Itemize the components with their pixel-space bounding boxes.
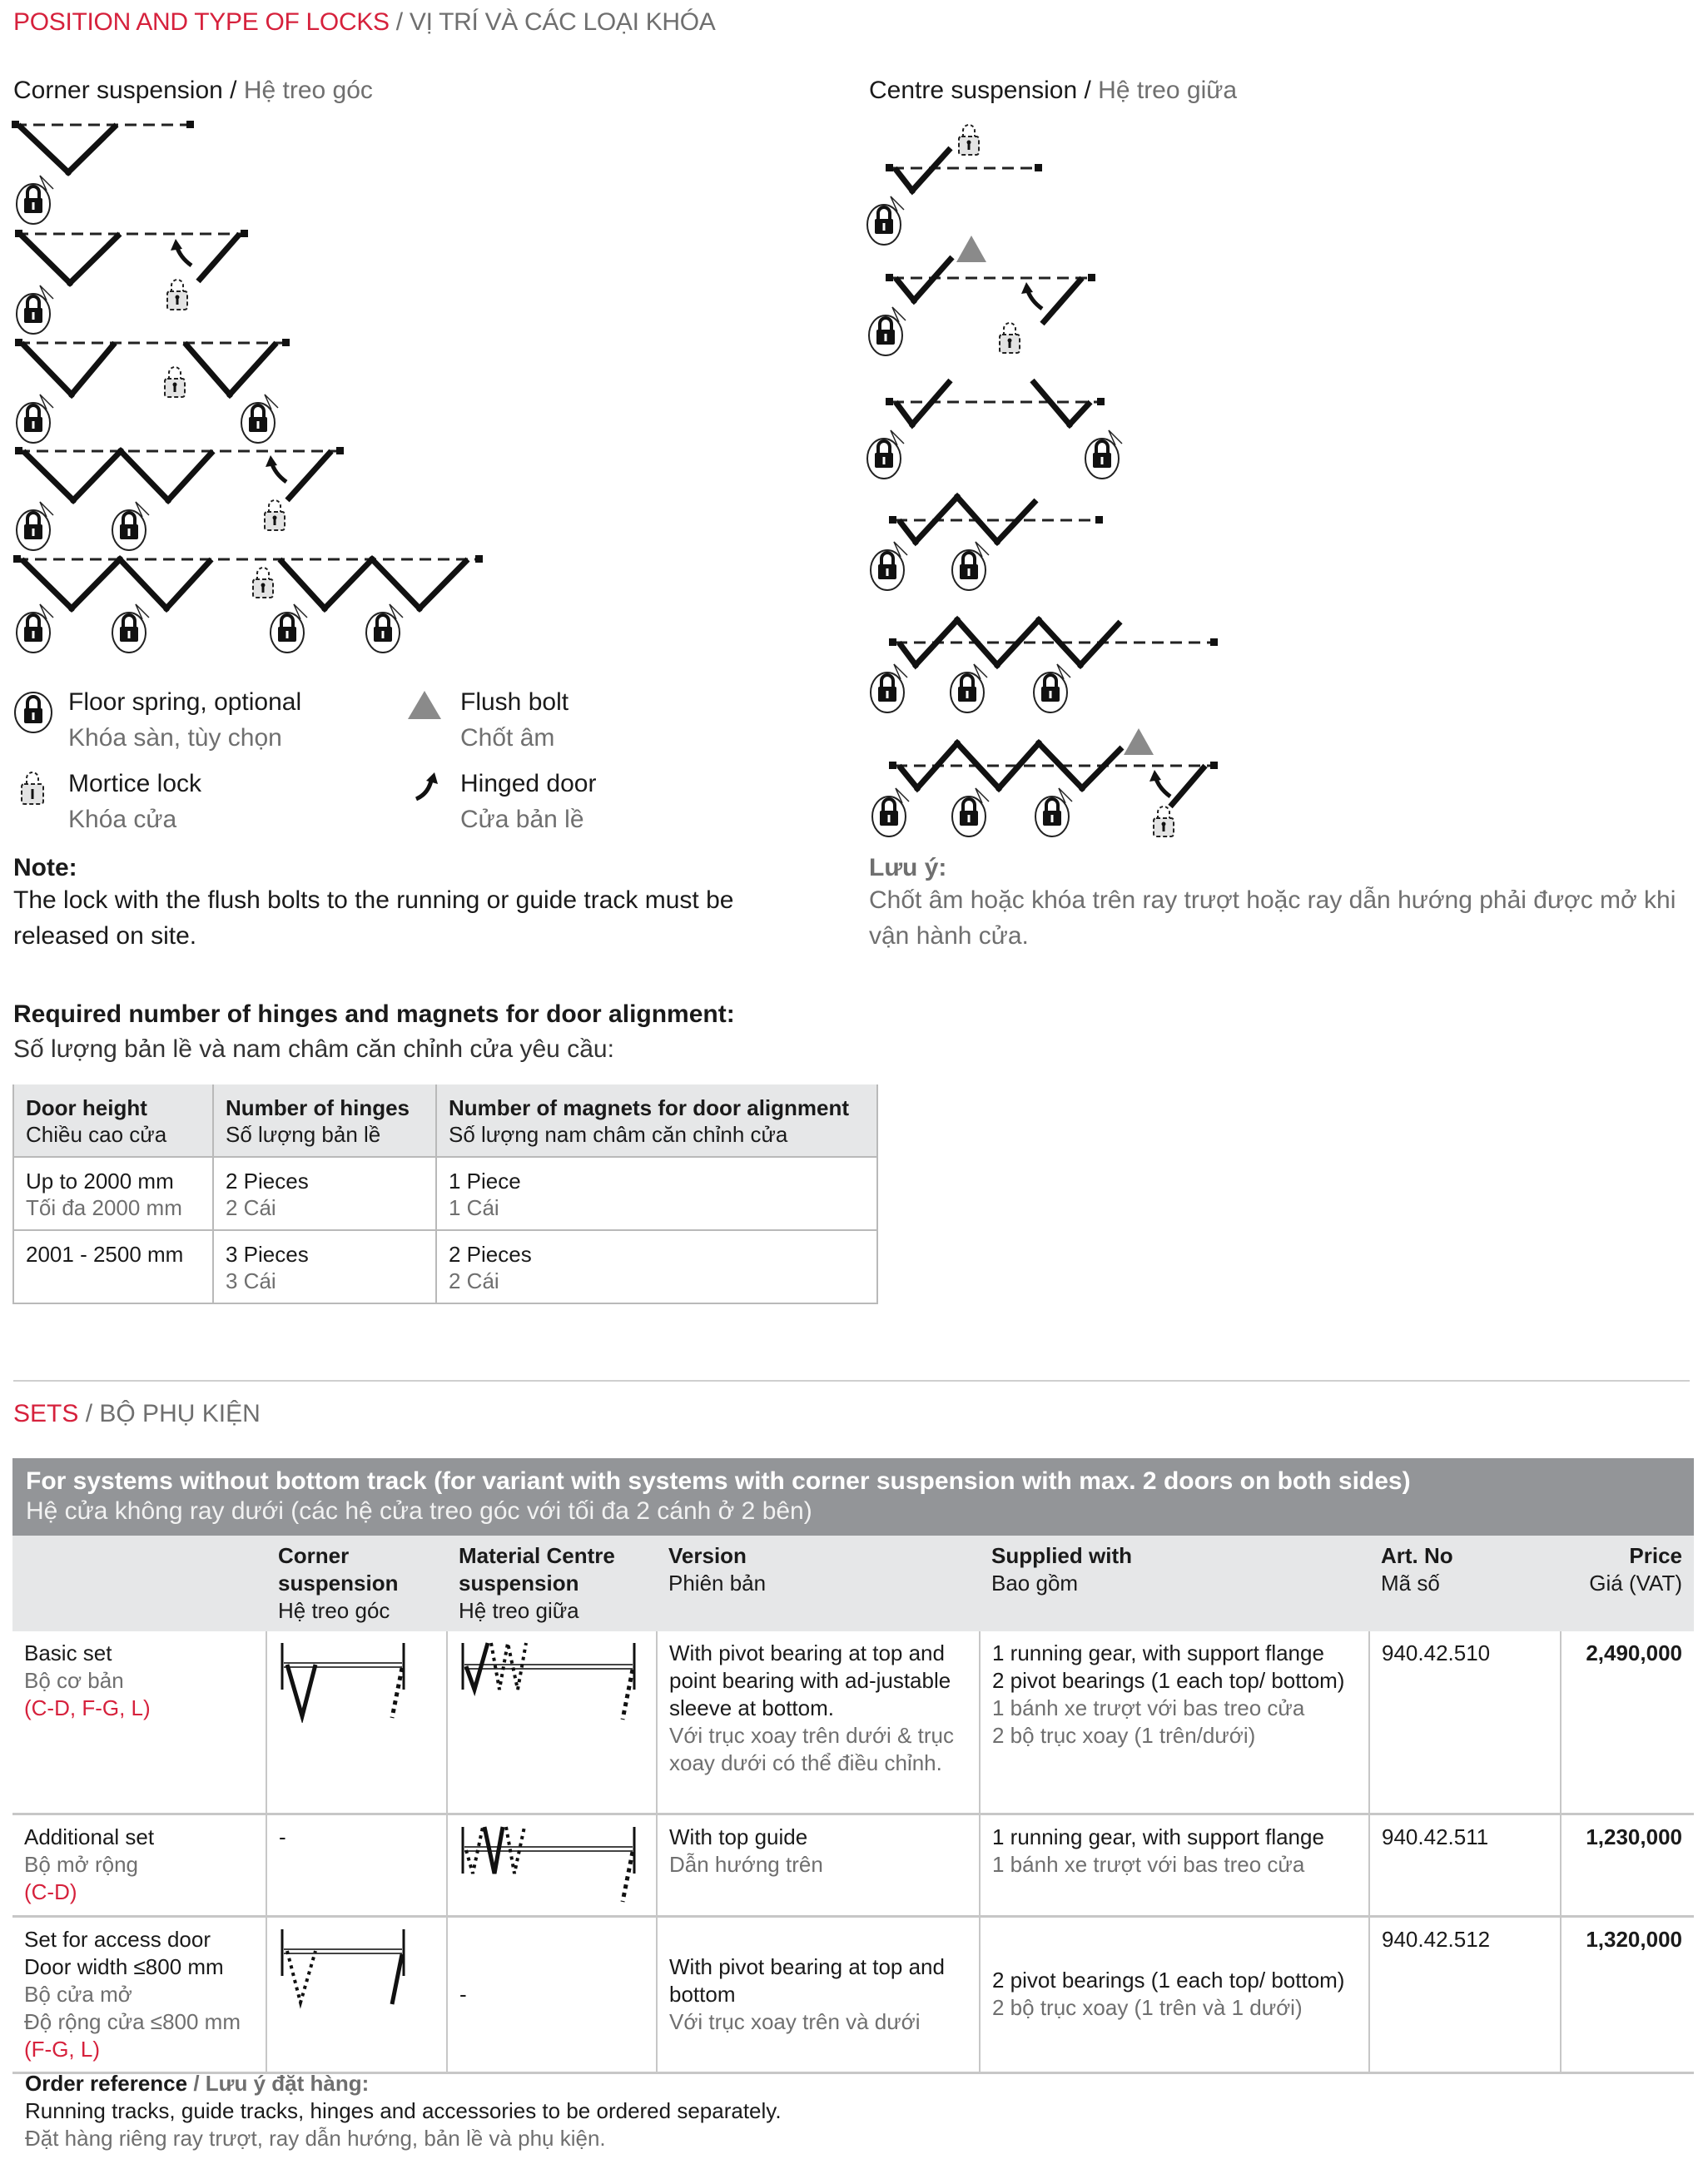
- corner-diagram-1: [12, 121, 194, 224]
- corner-none: -: [279, 1824, 286, 1849]
- col-en: Number of hinges: [226, 1095, 410, 1120]
- corner-diagram-cell: [266, 1916, 447, 2072]
- centre-diagram-4: [871, 494, 1103, 590]
- cell-vi: Tối đa 2000 mm: [26, 1195, 182, 1220]
- legend-flush-bolt-vi: Chốt âm: [460, 724, 555, 752]
- legend-mortice-lock-vi: Khóa cửa: [68, 806, 177, 833]
- mortice-lock-icon: [959, 125, 979, 155]
- supplied-en: 2 pivot bearings (1 each top/ bottom): [992, 1668, 1345, 1693]
- order-heading-sep: /: [187, 2071, 206, 2096]
- lock-icon: [17, 502, 53, 550]
- order-reference: [25, 2070, 782, 2152]
- corner-set-diagram: [279, 1926, 412, 2009]
- art-no-cell: [1369, 1814, 1561, 1916]
- lock-icon: [872, 788, 909, 836]
- legend-floor-spring: [68, 684, 301, 756]
- hinged-door-arrow-icon: [171, 239, 191, 266]
- col-en2: suspension: [459, 1571, 579, 1596]
- sets-table: [12, 1458, 1694, 2074]
- sets-col-price: [1561, 1536, 1694, 1631]
- hinges-table-header: [13, 1084, 877, 1157]
- col-en2: suspension: [278, 1571, 399, 1596]
- corner-diagram-4: [15, 447, 344, 550]
- legend-mortice-lock-en: Mortice lock: [68, 770, 202, 797]
- sets-grid: [12, 1536, 1694, 2074]
- set-codes: (C-D): [24, 1879, 77, 1904]
- art-no: 940.42.510: [1382, 1640, 1491, 1665]
- set-name-en: Basic set: [24, 1640, 112, 1665]
- corner-label-en: Corner suspension: [13, 77, 223, 104]
- version-en: With pivot bearing at top and bottom: [669, 1953, 945, 2007]
- note-en: [13, 854, 812, 954]
- note-vi-text: Chốt âm hoặc khóa trên ray trượt hoặc ray dẫn hướng phải được mở khi vận hành cửa.: [869, 886, 1676, 950]
- version-cell: [657, 1814, 980, 1916]
- mortice-lock-icon: [253, 568, 273, 598]
- lock-icon: [271, 604, 307, 653]
- mortice-lock-icon: [165, 367, 185, 397]
- table-cell: [436, 1230, 877, 1303]
- hinges-heading: [13, 997, 735, 1067]
- col-vi: Số lượng bản lề: [226, 1122, 381, 1147]
- corner-suspension-diagrams: [8, 112, 508, 653]
- order-text-vi: Đặt hàng riêng ray trượt, ray dẫn hướng, bản lề và phụ kiện.: [25, 2126, 606, 2151]
- corner-diagram-3: [15, 339, 290, 443]
- set-name-vi: Bộ cửa mở: [24, 1981, 132, 2007]
- sets-col-name: [12, 1536, 266, 1631]
- lock-icon: [1035, 788, 1072, 836]
- page-title-en: POSITION AND TYPE OF LOCKS: [13, 8, 390, 36]
- table-cell: [13, 1157, 213, 1230]
- table-cell: [213, 1157, 436, 1230]
- hinges-col-hinges: [213, 1084, 436, 1157]
- supplied-en: 1 running gear, with support flange: [992, 1640, 1324, 1665]
- corner-set-diagram: [279, 1640, 412, 1723]
- legend-mortice-lock: [68, 766, 201, 837]
- supplied-cell: [980, 1631, 1369, 1814]
- section-divider: [13, 1380, 1690, 1382]
- price-cell: [1561, 1631, 1694, 1814]
- cell-vi: 2 Cái: [449, 1268, 499, 1293]
- hinges-heading-en: Required number of hinges and magnets for door alignment:: [13, 1000, 735, 1028]
- legend-hinged-door-vi: Cửa bản lề: [460, 806, 584, 833]
- col-en: Material Centre: [459, 1543, 615, 1568]
- table-row: [12, 1814, 1694, 1916]
- set-name-extra-vi: Độ rộng cửa ≤800 mm: [24, 2008, 241, 2034]
- hinged-door-arrow-icon: [266, 455, 286, 482]
- sets-col-version: [657, 1536, 980, 1631]
- legend-flush-bolt: [460, 684, 569, 756]
- corner-diagram-cell: [266, 1814, 447, 1916]
- art-no-cell: [1369, 1631, 1561, 1814]
- table-row: [13, 1230, 877, 1303]
- legend-flush-bolt-en: Flush bolt: [460, 688, 569, 716]
- hinged-door-arrow-icon: [1021, 282, 1042, 309]
- sets-col-artno: [1369, 1536, 1561, 1631]
- note-en-heading: Note:: [13, 854, 77, 881]
- centre-label-sep: /: [1077, 77, 1099, 104]
- flush-bolt-icon: [956, 236, 986, 262]
- set-name-vi: Bộ cơ bản: [24, 1668, 124, 1693]
- col-vi: Hệ treo góc: [278, 1598, 390, 1623]
- supplied-cell: [980, 1916, 1369, 2072]
- hinges-table: [12, 1084, 878, 1304]
- col-vi: Số lượng nam châm căn chỉnh cửa: [449, 1122, 788, 1147]
- col-en: Number of magnets for door alignment: [449, 1095, 850, 1120]
- sets-col-supplied: [980, 1536, 1369, 1631]
- set-name-extra-en: Door width ≤800 mm: [24, 1953, 224, 1979]
- lock-icon: [112, 604, 149, 653]
- mortice-lock-icon: [167, 280, 187, 310]
- order-text-en: Running tracks, guide tracks, hinges and accessories to be ordered separately.: [25, 2098, 782, 2123]
- sets-col-corner: [266, 1536, 447, 1631]
- title-separator: /: [389, 8, 410, 36]
- price: 1,320,000: [1586, 1926, 1682, 1952]
- col-en: Door height: [26, 1095, 147, 1120]
- cell-en: 2001 - 2500 mm: [26, 1242, 184, 1267]
- version-vi: Dẫn hướng trên: [669, 1851, 823, 1877]
- lock-icon: [867, 430, 904, 479]
- supplied-en: 1 running gear, with support flange: [992, 1824, 1324, 1849]
- version-en: With top guide: [669, 1824, 808, 1849]
- col-vi: Mã số: [1381, 1571, 1440, 1596]
- centre-diagram-cell: [447, 1631, 657, 1814]
- col-vi: Giá (VAT): [1589, 1571, 1682, 1596]
- sets-title-vi: BỘ PHỤ KIỆN: [99, 1400, 261, 1427]
- centre-suspension-label: [869, 77, 1237, 105]
- cell-en: Up to 2000 mm: [26, 1169, 174, 1194]
- order-heading-vi: Lưu ý đặt hàng:: [205, 2071, 370, 2096]
- sets-col-centre: [447, 1536, 657, 1631]
- table-cell: [13, 1230, 213, 1303]
- centre-diagram-cell: [447, 1916, 657, 2072]
- mortice-lock-icon: [17, 771, 50, 809]
- table-row: [12, 1916, 1694, 2072]
- sets-title-en: SETS: [13, 1400, 79, 1427]
- note-vi-heading: Lưu ý:: [869, 854, 947, 881]
- price-cell: [1561, 1916, 1694, 2072]
- centre-diagram-cell: [447, 1814, 657, 1916]
- centre-set-diagram: [459, 1640, 643, 1723]
- centre-label-vi: Hệ treo giữa: [1098, 77, 1238, 104]
- centre-diagram-3: [867, 380, 1122, 479]
- set-codes: (F-G, L): [24, 2036, 100, 2062]
- set-codes: (C-D, F-G, L): [24, 1695, 151, 1720]
- set-name-en: Additional set: [24, 1824, 155, 1849]
- price: 1,230,000: [1586, 1824, 1682, 1849]
- set-name-vi: Bộ mở rộng: [24, 1851, 138, 1877]
- set-name-en: Set for access door: [24, 1926, 211, 1952]
- centre-diagram-1: [867, 125, 1042, 245]
- centre-diagram-6: [872, 728, 1218, 836]
- flush-bolt-triangle-icon: [406, 689, 444, 722]
- table-cell: [213, 1230, 436, 1303]
- lock-icon: [952, 788, 989, 836]
- col-en: Art. No: [1381, 1543, 1453, 1568]
- floor-spring-lock-icon: [13, 689, 55, 736]
- lock-icon: [869, 307, 906, 355]
- cell-en: 2 Pieces: [226, 1169, 309, 1194]
- lock-icon: [871, 542, 907, 590]
- sets-banner: [12, 1458, 1694, 1536]
- cell-en: 1 Piece: [449, 1169, 521, 1194]
- hinges-col-door-height: [13, 1084, 213, 1157]
- lock-icon: [1085, 430, 1122, 479]
- legend-floor-spring-vi: Khóa sàn, tùy chọn: [68, 724, 282, 752]
- col-en: Price: [1629, 1543, 1682, 1568]
- cell-vi: 2 Cái: [226, 1195, 276, 1220]
- set-name-cell: [12, 1916, 266, 2072]
- order-heading-en: Order reference: [25, 2071, 188, 2096]
- col-en: Version: [668, 1543, 747, 1568]
- art-no-cell: [1369, 1916, 1561, 2072]
- cell-en: 3 Pieces: [226, 1242, 309, 1267]
- version-cell: [657, 1916, 980, 2072]
- table-row: [12, 1631, 1694, 1814]
- sets-banner-en: For systems without bottom track (for variant with systems with corner suspension with max. 2 doors on both sides): [26, 1467, 1411, 1495]
- sets-title-sep: /: [78, 1400, 100, 1427]
- supplied-vi: 1 bánh xe trượt với bas treo cửa: [992, 1695, 1305, 1720]
- sets-header-row: [12, 1536, 1694, 1631]
- cell-vi: 3 Cái: [226, 1268, 276, 1293]
- art-no: 940.42.511: [1382, 1824, 1489, 1849]
- lock-icon: [366, 604, 403, 653]
- col-en: Corner: [278, 1543, 350, 1568]
- lock-icon: [952, 542, 989, 590]
- hinges-col-magnets: [436, 1084, 877, 1157]
- mortice-lock-icon: [1000, 323, 1020, 353]
- centre-set-diagram: [459, 1824, 643, 1907]
- lock-icon: [871, 664, 907, 712]
- note-vi: [869, 854, 1693, 954]
- corner-diagram-5: [13, 555, 483, 653]
- flush-bolt-icon: [1124, 728, 1154, 755]
- centre-suspension-diagrams: [857, 112, 1373, 845]
- lock-icon: [17, 604, 53, 653]
- price-cell: [1561, 1814, 1694, 1916]
- version-vi: Với trục xoay trên và dưới: [669, 2008, 921, 2034]
- set-name-cell: [12, 1814, 266, 1916]
- corner-label-sep: /: [222, 77, 244, 104]
- legend-floor-spring-en: Floor spring, optional: [68, 688, 302, 716]
- version-cell: [657, 1631, 980, 1814]
- supplied-vi: 2 bộ trục xoay (1 trên và 1 dưới): [992, 1995, 1303, 2020]
- table-cell: [436, 1157, 877, 1230]
- version-vi: Với trục xoay trên dưới & trục xoay dưới có thể điều chỉnh.: [669, 1723, 954, 1775]
- set-name-cell: [12, 1631, 266, 1814]
- lock-icon: [17, 176, 53, 224]
- page-title-vi: VỊ TRÍ VÀ CÁC LOẠI KHÓA: [409, 8, 716, 36]
- col-vi: Chiều cao cửa: [26, 1122, 167, 1147]
- col-vi: Hệ treo giữa: [459, 1598, 579, 1623]
- col-vi: Bao gồm: [991, 1571, 1079, 1596]
- lock-icon: [17, 285, 53, 334]
- centre-diagram-2: [869, 236, 1095, 355]
- corner-label-vi: Hệ treo góc: [243, 77, 373, 104]
- sets-banner-vi: Hệ cửa không ray dưới (các hệ cửa treo góc với tối đa 2 cánh ở 2 bên): [26, 1497, 812, 1525]
- hinged-door-arrow-icon: [1149, 770, 1170, 797]
- corner-diagram-2: [15, 230, 248, 334]
- supplied-cell: [980, 1814, 1369, 1916]
- supplied-en: 2 pivot bearings (1 each top/ bottom): [992, 1968, 1345, 1993]
- mortice-lock-icon: [1154, 807, 1174, 836]
- sets-title: [13, 1400, 261, 1428]
- corner-diagram-cell: [266, 1631, 447, 1814]
- lock-icon: [867, 196, 904, 245]
- cell-vi: 1 Cái: [449, 1195, 499, 1220]
- legend-hinged-door-en: Hinged door: [460, 770, 597, 797]
- version-en: With pivot bearing at top and point bearing with ad-justable sleeve at bottom.: [669, 1640, 951, 1720]
- cell-en: 2 Pieces: [449, 1242, 532, 1267]
- legend-hinged-door: [460, 766, 596, 837]
- centre-diagram-5: [871, 617, 1218, 712]
- centre-none: -: [459, 1981, 467, 2007]
- col-vi: Phiên bản: [668, 1571, 767, 1596]
- supplied-vi: 2 bộ trục xoay (1 trên/dưới): [992, 1723, 1256, 1748]
- supplied-vi: 1 bánh xe trượt với bas treo cửa: [992, 1851, 1305, 1877]
- lock-icon: [1034, 664, 1070, 712]
- hinges-heading-vi: Số lượng bản lề và nam châm căn chỉnh cửa yêu cầu:: [13, 1035, 614, 1063]
- lock-icon: [17, 395, 53, 443]
- art-no: 940.42.512: [1382, 1926, 1491, 1952]
- mortice-lock-icon: [265, 500, 285, 530]
- lock-icon: [951, 664, 987, 712]
- centre-label-en: Centre suspension: [869, 77, 1078, 104]
- corner-suspension-label: [13, 77, 373, 105]
- col-en: Supplied with: [991, 1543, 1132, 1568]
- lock-icon: [241, 395, 278, 443]
- lock-icon: [112, 502, 149, 550]
- page-title: [13, 8, 716, 37]
- hinged-door-arrow-icon: [411, 771, 444, 804]
- note-en-text: The lock with the flush bolts to the running or guide track must be released on site.: [13, 886, 734, 950]
- price: 2,490,000: [1586, 1640, 1682, 1665]
- table-row: [13, 1157, 877, 1230]
